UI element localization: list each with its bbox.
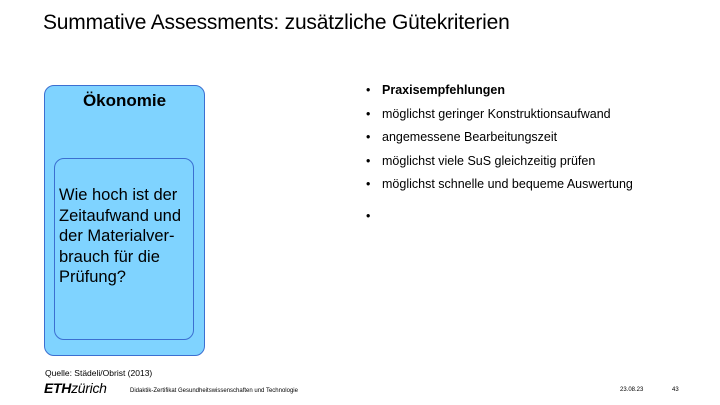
footer-course: Didaktik-Zertifikat Gesundheitswissenschaften und Technologie	[130, 388, 298, 394]
question-box	[54, 158, 194, 340]
bullet-item	[366, 176, 633, 200]
source-citation: Quelle: Städeli/Obrist (2013)	[45, 368, 153, 378]
bullet-dot: •	[366, 130, 371, 144]
bullet-item	[366, 106, 633, 130]
bullet-dot: •	[366, 153, 371, 168]
bullet-dot: •	[366, 208, 371, 223]
footer-date: 23.08.23	[620, 387, 644, 393]
eth-logo	[44, 380, 107, 396]
bullet-item-empty	[366, 208, 633, 232]
bullet-text: möglichst schnelle und bequeme Auswertung	[382, 177, 633, 191]
question-text: Wie hoch ist der Zeitaufwand und der Materialver-brauch für die Prüfung?	[59, 186, 182, 286]
bullet-text: möglichst viele SuS gleichzeitig prüfen	[382, 153, 596, 168]
bullet-dot: •	[366, 83, 371, 97]
page-number: 43	[672, 387, 679, 393]
bullet-dot: •	[366, 106, 371, 121]
bullet-dot: •	[366, 177, 371, 191]
box-heading: Ökonomie	[82, 91, 167, 110]
bullet-list	[366, 82, 633, 231]
bullet-item	[366, 129, 633, 153]
bullet-text: möglichst geringer Konstruktionsaufwand	[382, 106, 611, 121]
logo-zurich: zürich	[71, 380, 107, 396]
bullet-text: angemessene Bearbeitungszeit	[382, 130, 558, 144]
slide-title: Summative Assessments: zusätzliche Gütekriterien	[43, 11, 510, 34]
bullet-item	[366, 82, 633, 106]
logo-eth: ETH	[44, 380, 72, 396]
oekonomie-box	[44, 85, 205, 356]
bullet-text: Praxisempfehlungen	[382, 83, 505, 97]
bullet-item	[366, 153, 633, 177]
